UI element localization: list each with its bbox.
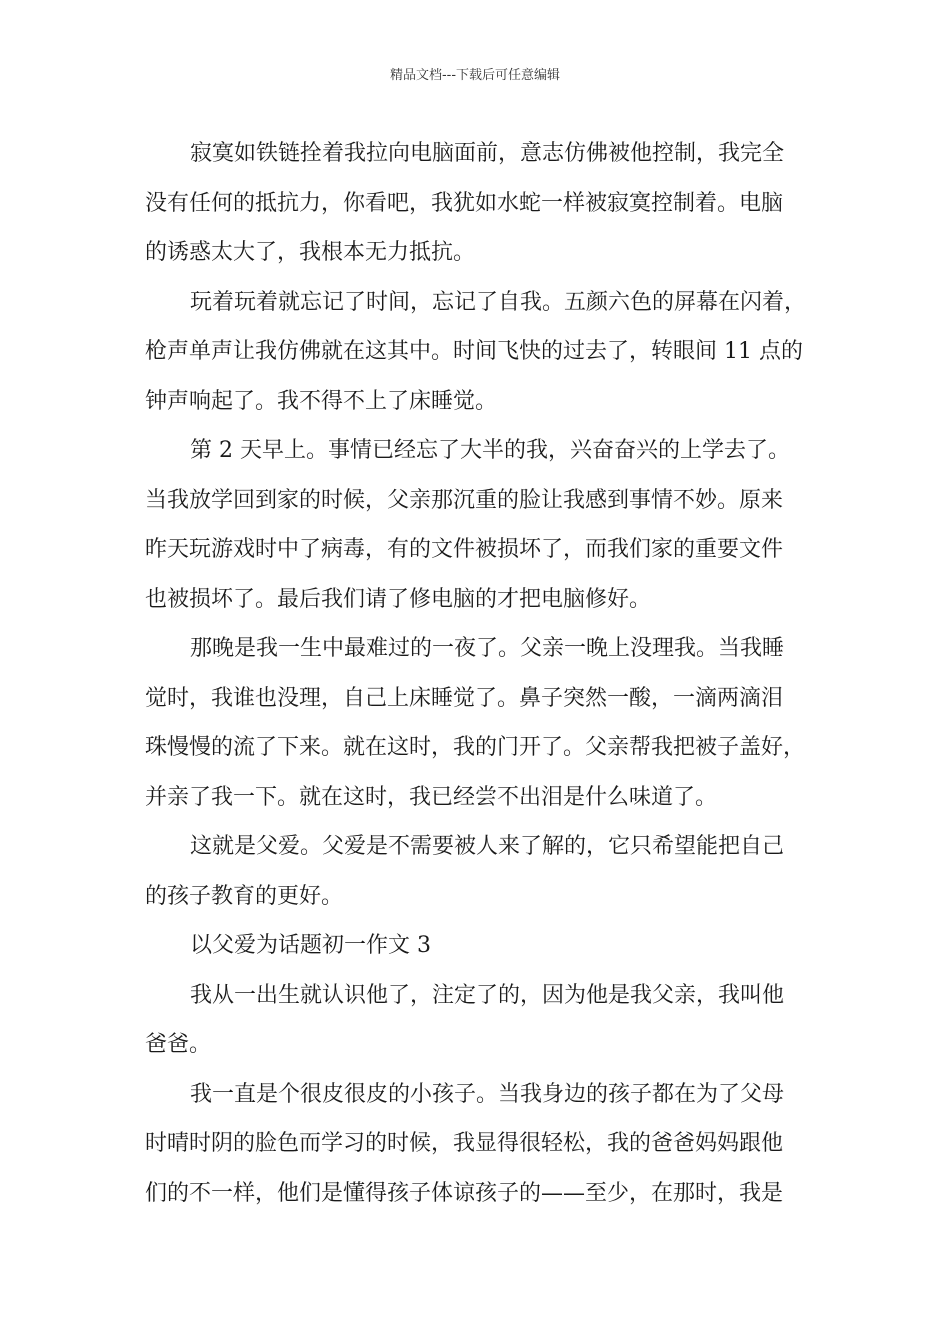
text-line: 我从一出生就认识他了，注定了的，因为他是我父亲，我叫他: [190, 982, 785, 1008]
section-heading: 以父爱为话题初一作文 3: [190, 933, 431, 958]
text-line: 没有任何的抵抗力，你看吧，我犹如水蛇一样被寂寞控制着。电脑: [145, 190, 784, 216]
text-line: 寂寞如铁链拴着我拉向电脑面前，意志仿佛被他控制，我完全: [190, 141, 785, 166]
text-line: 珠慢慢的流了下来。就在这时，我的门开了。父亲帮我把被子盖好，: [145, 735, 806, 760]
text-line: 我一直是个很皮很皮的小孩子。当我身边的孩子都在为了父母: [190, 1081, 785, 1107]
text-line: 当我放学回到家的时候，父亲那沉重的脸让我感到事情不妙。原来: [145, 487, 784, 513]
text-line: 昨天玩游戏时中了病毒，有的文件被损坏了，而我们家的重要文件: [145, 537, 784, 562]
text-line: 这就是父爱。父爱是不需要被人来了解的，它只希望能把自己: [190, 834, 785, 859]
text-line: 玩着玩着就忘记了时间，忘记了自我。五颜六色的屏幕在闪着，: [190, 289, 807, 315]
text-line: 第 2 天早上。事情已经忘了大半的我，兴奋奋兴的上学去了。: [190, 438, 790, 463]
text-line: 爸爸。: [145, 1032, 212, 1057]
text-line: 并亲了我一下。就在这时，我已经尝不出泪是什么味道了。: [145, 784, 718, 810]
text-line: 枪声单声让我仿佛就在这其中。时间飞快的过去了，转眼间 11 点的: [145, 339, 803, 364]
text-line: 们的不一样，他们是懂得孩子体谅孩子的——至少，在那时，我是: [145, 1180, 784, 1206]
text-line: 觉时，我谁也没理，自己上床睡觉了。鼻子突然一酸，一滴两滴泪: [145, 685, 784, 711]
text-line: 的孩子教育的更好。: [145, 883, 344, 909]
document-body: [145, 129, 807, 1218]
text-line: 的诱惑太大了，我根本无力抵抗。: [145, 240, 476, 265]
text-line: 时晴时阴的脸色而学习的时候，我显得很轻松，我的爸爸妈妈跟他: [145, 1131, 784, 1156]
text-line: 那晚是我一生中最难过的一夜了。父亲一晚上没理我。当我睡: [190, 636, 785, 661]
text-line: 也被损坏了。最后我们请了修电脑的才把电脑修好。: [145, 586, 652, 612]
page-header: 精品文档---下载后可任意编辑: [389, 68, 561, 83]
text-line: 钟声响起了。我不得不上了床睡觉。: [145, 388, 498, 414]
